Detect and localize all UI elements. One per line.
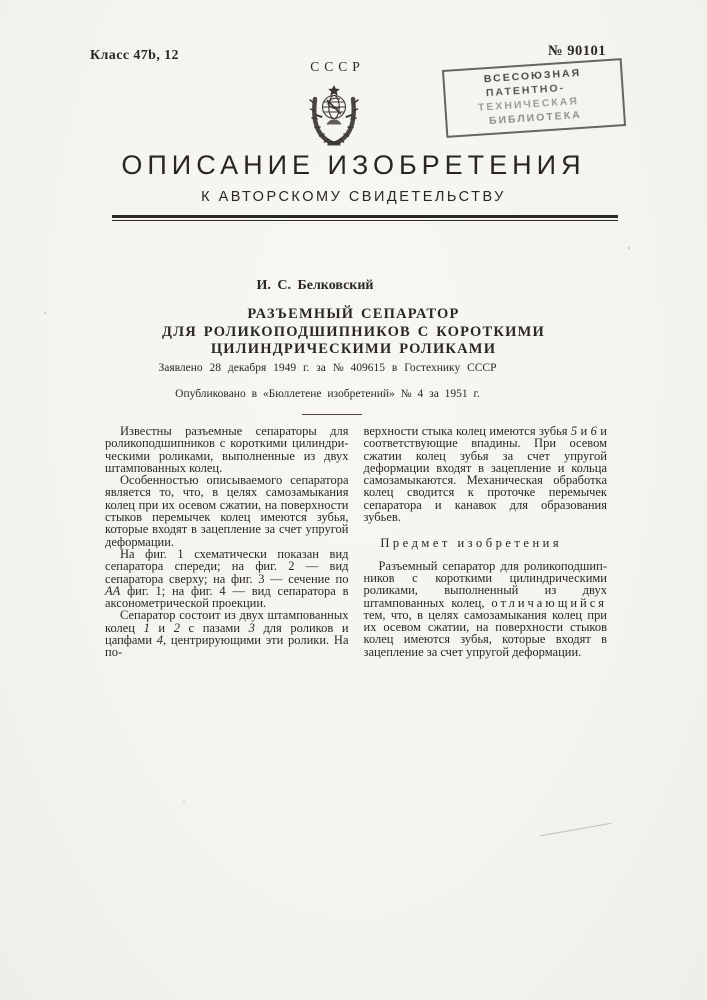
double-rule bbox=[112, 215, 618, 221]
class-label: Класс 47b, 12 bbox=[90, 48, 179, 63]
filing-line: Заявлено 28 декабря 1949 г. за № 409615 в Гостехнику СССР bbox=[158, 362, 497, 374]
text-segment: 3 bbox=[248, 620, 255, 635]
text-segment: для роликов и цапфами bbox=[105, 620, 349, 648]
text-segment: На фиг. 1 схематически показан вид сепаратора спереди; на фиг. 2 — вид сепаратора сверху; на фиг. 3 — сечение по bbox=[105, 546, 349, 586]
stamp-line: ВСЕСОЮЗНАЯ bbox=[483, 66, 582, 86]
scan-speck bbox=[183, 800, 185, 802]
scan-speck bbox=[44, 312, 46, 314]
text-segment: Особенностью описываемого сепаратора является то, что, в целях самозамыкания колец при их осевом сжатии, на поверхности стыков перемычек колец имеются зубья, которые входят в зацепление за счет упругой деформации. bbox=[105, 473, 349, 549]
text-segment: АА bbox=[105, 583, 121, 598]
invention-title-line: ЦИЛИНДРИЧЕСКИМИ РОЛИКАМИ bbox=[210, 341, 497, 357]
paragraph-operation bbox=[364, 425, 608, 523]
text-segment: 6 bbox=[590, 424, 597, 438]
text-segment: отличающийся bbox=[491, 595, 607, 610]
library-stamp bbox=[442, 58, 626, 138]
stamp-line: ТЕХНИЧЕСКАЯ bbox=[477, 95, 580, 114]
stamp-line: БИБЛИОТЕКА bbox=[488, 108, 583, 128]
text-segment: 1 bbox=[143, 620, 150, 635]
paragraph-figures bbox=[105, 548, 349, 609]
invention-title bbox=[0, 306, 707, 359]
text-segment: 2 bbox=[173, 620, 180, 635]
text-segment: тем, что, в целях самозамыкания колец при их осевом сжатии, на поверхности стыков колец имеются зубья, которые входят в зацепление за счет упругой деформации. bbox=[363, 607, 607, 659]
published-line: Опубликовано в «Бюллетене изобретений» № 4 за 1951 г. bbox=[175, 388, 480, 400]
document-title: ОПИСАНИЕ ИЗОБРЕТЕНИЯ bbox=[121, 150, 586, 180]
text-segment: Сепаратор состоит из двух штампованных колец bbox=[105, 608, 349, 635]
paragraph-feature bbox=[105, 474, 349, 548]
author-name: И. С. Белковский bbox=[256, 278, 374, 293]
scan-speck bbox=[628, 247, 630, 249]
paragraph-claim bbox=[364, 560, 608, 658]
right-column bbox=[364, 425, 608, 659]
separator-rule bbox=[302, 414, 362, 415]
text-segment: 5 bbox=[570, 424, 578, 438]
paragraph-known-separators bbox=[105, 425, 349, 474]
ussr-coat-of-arms-icon bbox=[304, 84, 364, 148]
paragraph-construction bbox=[105, 609, 349, 658]
stamp-line: ПАТЕНТНО- bbox=[485, 81, 566, 100]
text-segment: и bbox=[149, 620, 174, 635]
text-segment: верхности стыка колец имеются зубья bbox=[363, 424, 571, 438]
text-segment: 4 bbox=[156, 633, 164, 648]
left-column bbox=[105, 425, 349, 659]
country-label: СССР bbox=[310, 59, 365, 74]
document-number: № 90101 bbox=[548, 43, 606, 59]
text-segment: с пазами bbox=[179, 620, 249, 635]
text-segment: , центрирующими эти ролики. На по- bbox=[105, 633, 349, 660]
invention-title-line: ДЛЯ РОЛИКОПОДШИПНИКОВ С КОРОТКИМИ bbox=[162, 323, 545, 340]
document-subtitle: К АВТОРСКОМУ СВИДЕТЕЛЬСТВУ bbox=[201, 189, 506, 205]
invention-title-line: РАЗЪЕМНЫЙ СЕПАРАТОР bbox=[247, 306, 460, 322]
text-segment: и соответствующие впадины. При осевом сжатии колец зубья за счет упругой деформации входят в зацепление и кольца самозамыкаются. Механическая обработка колец сводится к проточке перемычек сепаратора и канавок для образования зубьев. bbox=[363, 424, 607, 525]
text-segment: Известны разъемные сепараторы для роликоподшипников с короткими цилиндрическими роликами, выполненные из двух штампованных колец. bbox=[105, 424, 349, 475]
body-columns bbox=[105, 425, 607, 659]
text-segment: и bbox=[577, 424, 591, 438]
text-segment: фиг. 1; на фиг. 4 — вид сепаратора в аксонометрической проекции. bbox=[105, 583, 349, 611]
scan-scratch-artifact bbox=[540, 823, 611, 836]
subject-of-invention-heading: Предмет изобретения bbox=[380, 536, 563, 551]
text-segment: Разъемный сепаратор для роликоподшипников с короткими цилиндрическими роликами, выполненный из двух штампованных колец, bbox=[363, 558, 607, 610]
